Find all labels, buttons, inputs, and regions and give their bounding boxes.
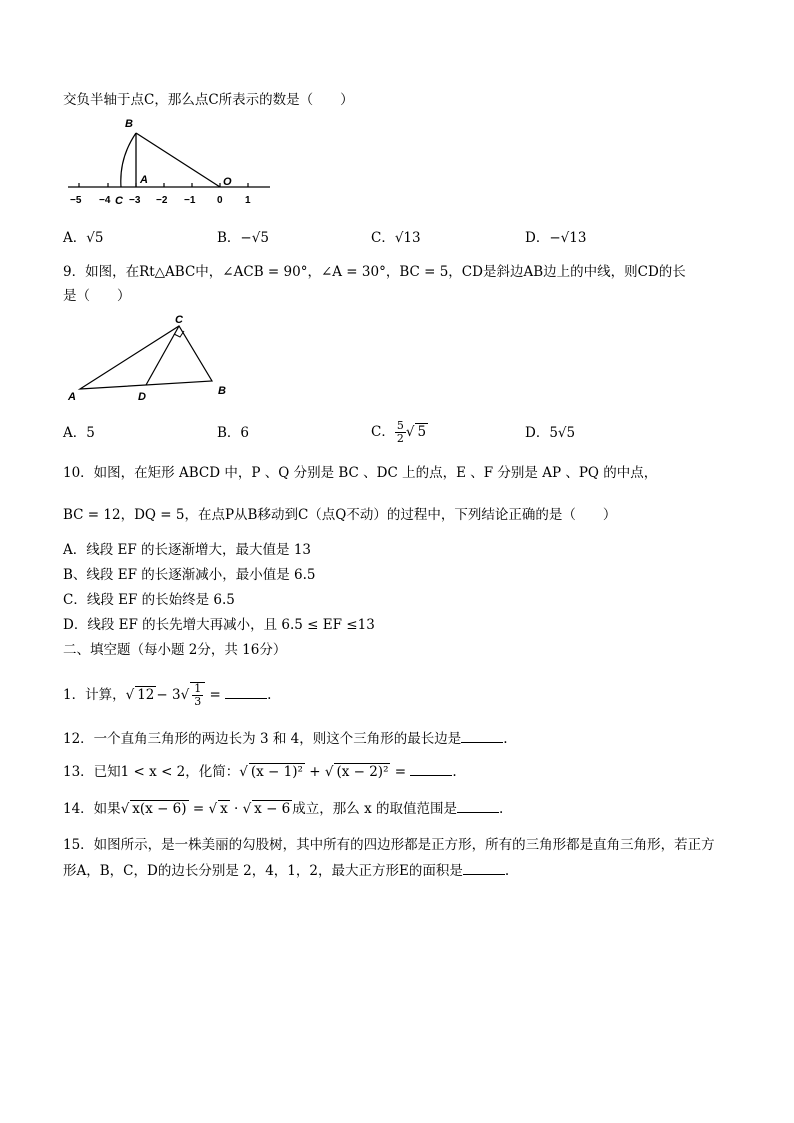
label-a: A (140, 174, 148, 186)
answer-blank (225, 684, 267, 699)
q8-number-line-figure (63, 113, 278, 213)
tick-minus2: −2 (156, 195, 168, 206)
q10-option-b: B、线段 EF 的长逐渐减小，最小值是 6.5 (63, 567, 316, 583)
q10-option-c: C．线段 EF 的长始终是 6.5 (63, 592, 235, 608)
q14: 14．如果√ x(x − 6) = √ x · √ x − 6 成立，那么 x 的取值范围是 . (63, 797, 503, 821)
arc-bc (121, 133, 136, 187)
q10-stem-line1: 10．如图，在矩形 ABCD 中，P 、Q 分别是 BC 、DC 上的点，E 、F 分别是 AP 、PQ 的中点， (63, 465, 658, 481)
q9-option-b: B．6 (217, 425, 250, 441)
answer-blank (463, 860, 505, 875)
q8-option-c: C．√13 (371, 230, 421, 246)
q9-triangle-figure (63, 310, 238, 405)
label-o: O (223, 176, 232, 188)
answer-blank (461, 728, 503, 743)
q9-stem-line1: 9．如图，在Rt△ABC中，∠ACB = 90°，∠A = 30°，BC = 5，CD是斜边AB边上的中线，则CD的长 (63, 264, 686, 280)
segment-bo (136, 133, 220, 187)
tick-minus5: −5 (70, 195, 82, 206)
tick-minus4: −4 (99, 195, 111, 206)
tick-zero: 0 (217, 195, 223, 206)
q11: 1．计算，√ 12 − 3√ $\frac{1}{3}$ = . (63, 682, 272, 708)
q8-stem: 交负半轴于点C，那么点C所表示的数是（ ） (63, 92, 354, 108)
label-a: A (68, 391, 76, 403)
label-d: D (138, 391, 146, 403)
q9-stem-line2: 是（ ） (63, 288, 131, 304)
q8-option-d: D．−√13 (525, 230, 587, 246)
label-c: C (115, 195, 123, 207)
label-b: B (125, 118, 133, 130)
q15-line1: 15．如图所示，是一株美丽的勾股树，其中所有的四边形都是正方形，所有的三角形都是直角三角形，若正方 (63, 837, 715, 853)
fraction: $\frac{5}{2}$ (396, 419, 404, 445)
q9-option-a: A．5 (63, 425, 95, 441)
q10-option-d: D．线段 EF 的长先增大再减小，且 6.5 ≤ EF ≤13 (63, 617, 375, 633)
q15-line2: 形A，B，C，D的边长分别是 2，4，1，2，最大正方形E的面积是 . (63, 860, 509, 881)
tick-minus3: −3 (129, 195, 141, 206)
q13: 13．已知1 < x < 2，化简：√ (x − 1)² + √ (x − 2)² = . (63, 758, 457, 786)
answer-blank (410, 761, 452, 776)
tick-one: 1 (245, 195, 251, 206)
q8-option-a: A．√5 (63, 230, 104, 246)
q10-option-a: A．线段 EF 的长逐渐增大，最大值是 13 (63, 542, 312, 558)
label-c: C (175, 314, 183, 326)
q10-stem-line2: BC = 12，DQ = 5，在点P从B移动到C（点Q不动）的过程中，下列结论正确的是（ ） (63, 507, 617, 523)
tick-minus1: −1 (184, 195, 196, 206)
median-cd (146, 326, 179, 385)
answer-blank (457, 798, 499, 813)
q9-option-d: D．5√5 (525, 425, 576, 441)
q8-option-b: B．−√5 (217, 230, 269, 246)
triangle-abc (80, 326, 212, 389)
label-b: B (218, 385, 226, 397)
q9-option-c: C． $\frac{5}{2}$ √ 5 (371, 419, 427, 445)
section-title: 二、填空题（每小题 2分，共 16分） (63, 642, 287, 658)
q12: 12．一个直角三角形的两边长为 3 和 4，则这个三角形的最长边是 . (63, 728, 508, 749)
